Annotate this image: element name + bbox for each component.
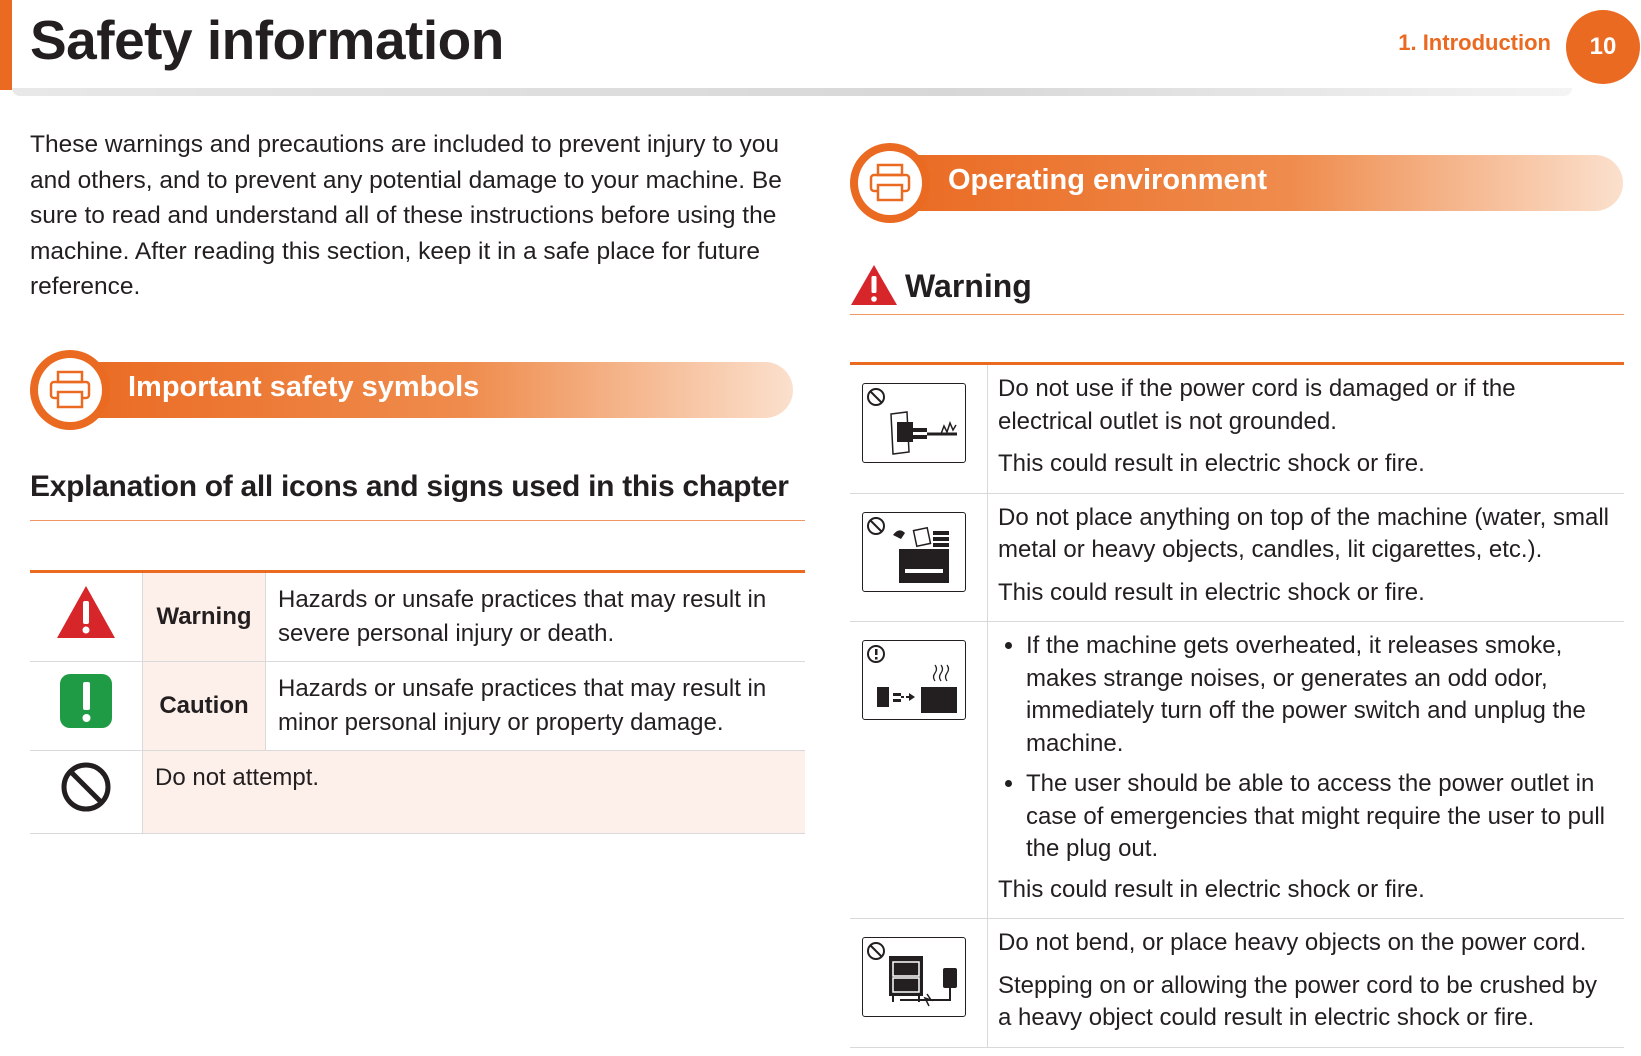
table-row [850,493,1624,622]
damaged-cord-icon [862,383,966,463]
subheading-divider [30,520,805,521]
warning-triangle-icon [850,264,898,311]
warning-divider [850,314,1624,315]
symbol-description: Do not attempt. [143,751,806,834]
page-number-badge: 10 [1566,10,1640,84]
warning-text: Do not place anything on top of the machine (water, small metal or heavy objects, candles, lit cigarettes, etc.). [998,503,1610,563]
caution-exclamation-icon [30,662,143,751]
warning-triangle-icon [30,572,143,662]
warning-consequence: This could result in electric shock or fire. [998,578,1425,606]
prohibited-icon [30,751,143,834]
table-row [850,622,1624,919]
table-row [30,572,805,662]
symbol-label: Caution [143,662,266,751]
printer-icon [30,350,110,430]
page-title: Safety information [30,9,504,71]
warning-consequence: This could result in electric shock or fire. [998,875,1425,903]
list-item: • If the machine gets overheated, it releases smoke, makes strange noises, or generates an odd odor, immediately turn off the power switch and unplug the machine. [1026,630,1612,760]
warning-consequence: Stepping on or allowing the power cord to be crushed by a heavy object could result in electric shock or fire. [998,971,1598,1031]
safety-symbols-table [30,570,805,834]
subheading-icons-explanation: Explanation of all icons and signs used in this chapter [30,470,789,503]
printer-icon [850,143,930,223]
header-divider [12,88,1572,96]
header-accent-bar [0,0,12,90]
list-item: • The user should be able to access the power outlet in case of emergencies that might require the user to pull the plug out. [1026,768,1612,866]
warning-heading: Warning [905,268,1032,304]
section-title-operating-environment: Operating environment [948,164,1268,196]
symbol-description: Hazards or unsafe practices that may result in severe personal injury or death. [266,572,806,662]
intro-paragraph: These warnings and precautions are included to prevent injury to you and others, and to prevent any potential damage to your machine. Be sure to read and understand all of these instructions before using the machine. After reading this section, keep it in a safe place for future reference. [30,131,782,300]
table-row [30,751,805,834]
crushed-cord-icon [862,937,966,1017]
table-row [850,919,1624,1048]
unplug-overheated-icon [862,640,966,720]
table-row [30,662,805,751]
warning-text: Do not bend, or place heavy objects on the power cord. [998,929,1587,956]
warning-consequence: This could result in electric shock or fire. [998,450,1425,477]
operating-environment-table [850,362,1624,1048]
warning-bullet-list [998,630,1612,866]
table-row [850,364,1624,494]
warning-text: Do not use if the power cord is damaged or if the electrical outlet is not grounded. [998,375,1516,435]
section-title-safety-symbols: Important safety symbols [128,371,480,403]
symbol-description: Hazards or unsafe practices that may result in minor personal injury or property damage. [266,662,806,751]
objects-on-machine-icon [862,512,966,592]
symbol-label: Warning [143,572,266,662]
chapter-label[interactable]: 1. Introduction [1398,30,1551,55]
